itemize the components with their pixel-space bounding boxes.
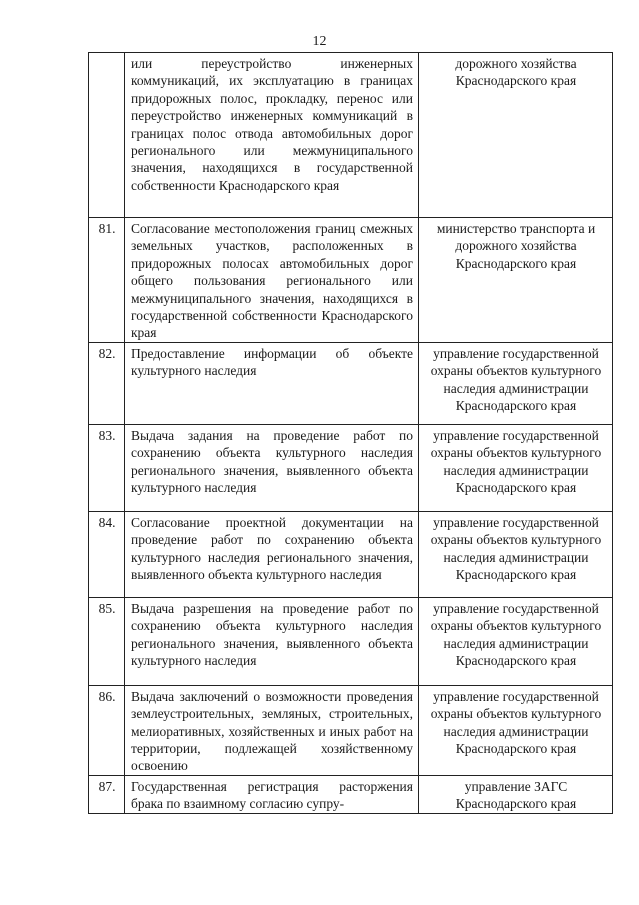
table-row xyxy=(89,685,613,775)
row-number: 82. xyxy=(89,342,125,424)
service-name: Государственная регистрация расторжения брака по взаимному согласию супру- xyxy=(125,775,419,813)
responsible-authority: дорожного хозяйства Краснодарского края xyxy=(419,53,613,218)
responsible-authority: управление государственной охраны объектов культурного наследия администрации Краснодарского края xyxy=(419,342,613,424)
table-row xyxy=(89,424,613,511)
row-number: 83. xyxy=(89,424,125,511)
responsible-authority: управление государственной охраны объектов культурного наследия администрации Краснодарского края xyxy=(419,511,613,597)
responsible-authority: управление государственной охраны объектов культурного наследия администрации Краснодарского края xyxy=(419,424,613,511)
service-name: Согласование местоположения границ смежных земельных участков, расположенных в придорожных полосах автомобильных дорог общего пользования регионального или межмуниципального значения, находящихся в государственной собственности Краснодарского края xyxy=(125,218,419,343)
row-number: 84. xyxy=(89,511,125,597)
responsible-authority: управление государственной охраны объектов культурного наследия администрации Краснодарского края xyxy=(419,685,613,775)
responsible-authority: управление государственной охраны объектов культурного наследия администрации Краснодарского края xyxy=(419,597,613,685)
service-name: Предоставление информации об объекте культурного наследия xyxy=(125,342,419,424)
row-number: 81. xyxy=(89,218,125,343)
service-name: Согласование проектной документации на проведение работ по сохранению объекта культурного наследия регионального значения, выявленного объекта культурного наследия xyxy=(125,511,419,597)
table-row xyxy=(89,342,613,424)
table-row xyxy=(89,53,613,218)
page-number: 12 xyxy=(312,34,327,49)
service-name: Выдача задания на проведение работ по сохранению объекта культурного наследия регионального значения, выявленного объекта культурного наследия xyxy=(125,424,419,511)
table-row xyxy=(89,775,613,813)
responsible-authority: управление ЗАГС Краснодарского края xyxy=(419,775,613,813)
row-number: 85. xyxy=(89,597,125,685)
service-name: Выдача заключений о возможности проведения землеустроительных, земляных, строительных, мелиоративных, хозяйственных и иных работ на территории, подлежащей хозяйственному освоению xyxy=(125,685,419,775)
row-number xyxy=(89,53,125,218)
service-name: Выдача разрешения на проведение работ по сохранению объекта культурного наследия регионального значения, выявленного объекта культурного наследия xyxy=(125,597,419,685)
service-name: или переустройство инженерных коммуникаций, их эксплуатацию в границах придорожных полос, прокладку, перенос или переустройство инженерных коммуникаций в границах полос отвода автомобильных дорог регионального или межмуниципального значения, находящихся в государственной собственности Краснодарского края xyxy=(125,53,419,218)
responsible-authority: министерство транспорта и дорожного хозяйства Краснодарского края xyxy=(419,218,613,343)
row-number: 87. xyxy=(89,775,125,813)
row-number: 86. xyxy=(89,685,125,775)
services-table xyxy=(88,52,613,814)
table-row xyxy=(89,218,613,343)
table-row xyxy=(89,597,613,685)
table-row xyxy=(89,511,613,597)
